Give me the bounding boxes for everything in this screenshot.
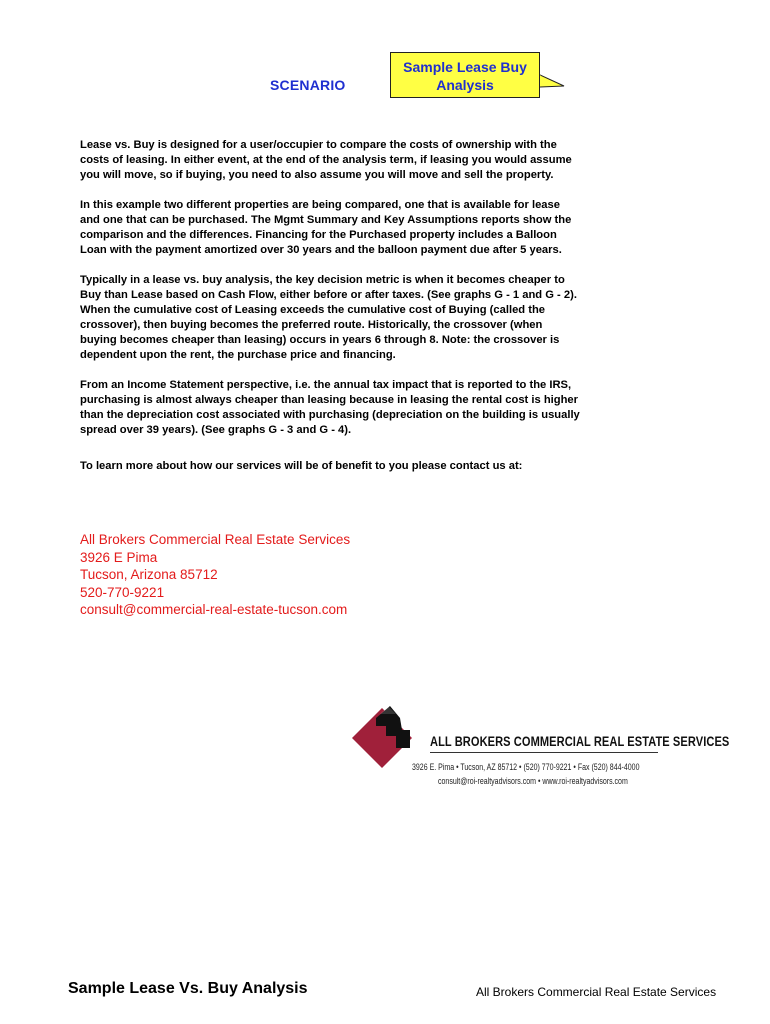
scenario-heading: SCENARIO — [270, 77, 346, 93]
callout-line-1: Sample Lease Buy — [403, 59, 527, 75]
company-logo — [350, 698, 730, 798]
footer-title: Sample Lease Vs. Buy Analysis — [68, 980, 308, 997]
logo-company-name: ALL BROKERS COMMERCIAL REAL ESTATE SERVICES — [430, 734, 730, 749]
contact-city: Tucson, Arizona 85712 — [80, 567, 218, 582]
logo-address-line: 3926 E. Pima • Tucson, AZ 85712 • (520) 770-9221 • Fax (520) 844-4000 — [412, 762, 640, 772]
paragraph-contact-intro: To learn more about how our services will be of benefit to you please contact us at: — [80, 460, 523, 472]
contact-block — [80, 531, 350, 619]
paragraph-example: In this example two different properties are being compared, one that is available for lease and one that can be purchased. The Mgmt Summary and Key Assumptions reports show the comparison and the differences. Financing for the Purchased property includes a Balloon Loan with the payment amortized over 30 years and the balloon payment due after 5 years. — [80, 199, 572, 256]
callout-box — [390, 52, 540, 98]
paragraph-intro: Lease vs. Buy is designed for a user/occupier to compare the costs of ownership with the costs of leasing. In either event, at the end of the analysis term, if leasing you would assume you will move, so if buying, you need to also assume you will move and sell the property. — [80, 139, 572, 181]
paragraph-income-statement: From an Income Statement perspective, i.e. the annual tax impact that is reported to the IRS, purchasing is almost always cheaper than leasing because in leasing the rental cost is higher than the depreciation cost associated with purchasing (depreciation on the building is usually spread over 39 years). (See graphs G - 3 and G - 4). — [80, 379, 580, 436]
footer-company: All Brokers Commercial Real Estate Services — [476, 985, 717, 999]
logo-divider — [430, 752, 658, 753]
body-text — [80, 138, 580, 489]
paragraph-decision-metric: Typically in a lease vs. buy analysis, the key decision metric is when it becomes cheaper to Buy than Lease based on Cash Flow, either before or after taxes. (See graphs G - 1 and G - 2). When the cumulative cost of Leasing exceeds the cumulative cost of Buying (called the crossover), then buying becomes the preferred route. Historically, the crossover (when buying becomes cheaper than leasing) occurs in years 6 through 8. Note: the crossover is dependent upon the rent, the purchase price and financing. — [80, 274, 577, 361]
logo-email-line: consult@roi-realtyadvisors.com • www.roi-realtyadvisors.com — [438, 776, 628, 786]
contact-phone[interactable]: 520-770-9221 — [80, 584, 165, 600]
contact-company: All Brokers Commercial Real Estate Services — [80, 532, 351, 547]
callout-line-2: Analysis — [436, 77, 494, 93]
contact-street: 3926 E Pima — [80, 549, 158, 565]
contact-email-link[interactable]: consult@commercial-real-estate-tucson.com — [80, 602, 348, 617]
callout-tail-icon — [540, 74, 566, 88]
